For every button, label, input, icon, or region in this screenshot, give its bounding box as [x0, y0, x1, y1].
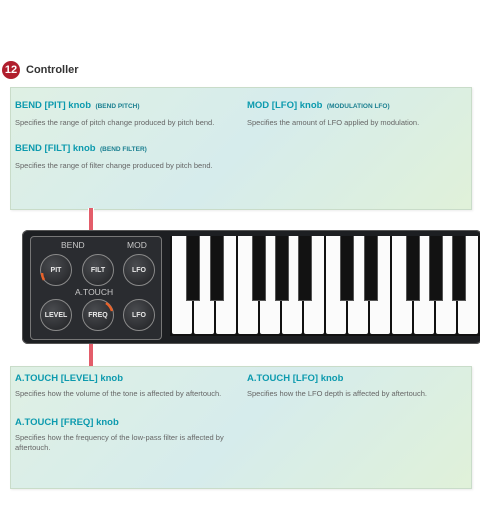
- item-description: Specifies how the volume of the tone is affected by aftertouch.: [15, 389, 222, 398]
- black-key[interactable]: [186, 236, 200, 301]
- item-subtitle: (MODULATION LFO): [326, 103, 390, 110]
- knob-label: LFO: [132, 311, 146, 319]
- black-key[interactable]: [340, 236, 354, 301]
- knob-atouch-lfo[interactable]: [123, 299, 155, 331]
- item-description: Specifies how the frequency of the low-pass filter is affected by aftertouch.: [15, 433, 224, 452]
- item-description: Specifies how the LFO depth is affected by aftertouch.: [247, 389, 427, 398]
- bottom-description-panel: [10, 366, 472, 489]
- group-label-mod: MOD: [127, 240, 147, 250]
- knob-mod-lfo[interactable]: [123, 254, 155, 286]
- black-key[interactable]: [275, 236, 289, 301]
- knob-indicator-icon: [37, 251, 75, 289]
- item-atouch-level: [15, 373, 230, 399]
- knob-label: LEVEL: [44, 311, 68, 319]
- item-title: A.TOUCH [LFO] knob: [247, 373, 344, 384]
- knob-indicator-icon: [79, 296, 117, 334]
- section-title: Controller: [26, 64, 79, 76]
- item-title: A.TOUCH [FREQ] knob: [15, 417, 119, 428]
- item-title: A.TOUCH [LEVEL] knob: [15, 373, 124, 384]
- black-key[interactable]: [210, 236, 224, 301]
- item-mod-lfo: [247, 95, 462, 128]
- item-bend-pit: [15, 95, 230, 128]
- keyboard: [170, 236, 480, 336]
- top-description-panel: [10, 87, 472, 210]
- item-subtitle: (BEND PITCH): [95, 103, 140, 110]
- knob-atouch-level[interactable]: [40, 299, 72, 331]
- knob-panel: [30, 236, 162, 340]
- controller-device-illustration: [22, 230, 480, 344]
- knob-label: LFO: [132, 266, 146, 274]
- item-title: BEND [FILT] knob: [15, 143, 96, 154]
- item-title: MOD [LFO] knob: [247, 100, 323, 111]
- black-key[interactable]: [298, 236, 312, 301]
- group-label-atouch: A.TOUCH: [75, 287, 114, 297]
- knob-bend-pit[interactable]: [40, 254, 72, 286]
- knob-label: FREQ: [88, 311, 108, 319]
- black-key[interactable]: [406, 236, 420, 301]
- black-key[interactable]: [252, 236, 266, 301]
- group-label-bend: BEND: [61, 240, 85, 250]
- item-description: Specifies the range of pitch change produced by pitch bend.: [15, 118, 215, 127]
- item-description: Specifies the range of filter change produced by pitch bend.: [15, 161, 213, 170]
- item-atouch-lfo: [247, 373, 462, 399]
- knob-label: FILT: [90, 266, 106, 274]
- item-title: BEND [PIT] knob: [15, 100, 91, 111]
- item-bend-filt: [15, 138, 230, 171]
- item-atouch-freq: [15, 417, 230, 453]
- section-header: [2, 61, 79, 79]
- section-number-badge: 12: [2, 61, 20, 79]
- knob-bend-filt[interactable]: [82, 254, 114, 286]
- knob-atouch-freq[interactable]: [82, 299, 114, 331]
- black-key[interactable]: [429, 236, 443, 301]
- knob-label: PIT: [50, 266, 62, 274]
- black-key[interactable]: [452, 236, 466, 301]
- item-description: Specifies the amount of LFO applied by modulation.: [247, 118, 420, 127]
- black-key[interactable]: [364, 236, 378, 301]
- item-subtitle: (BEND FILTER): [100, 146, 147, 153]
